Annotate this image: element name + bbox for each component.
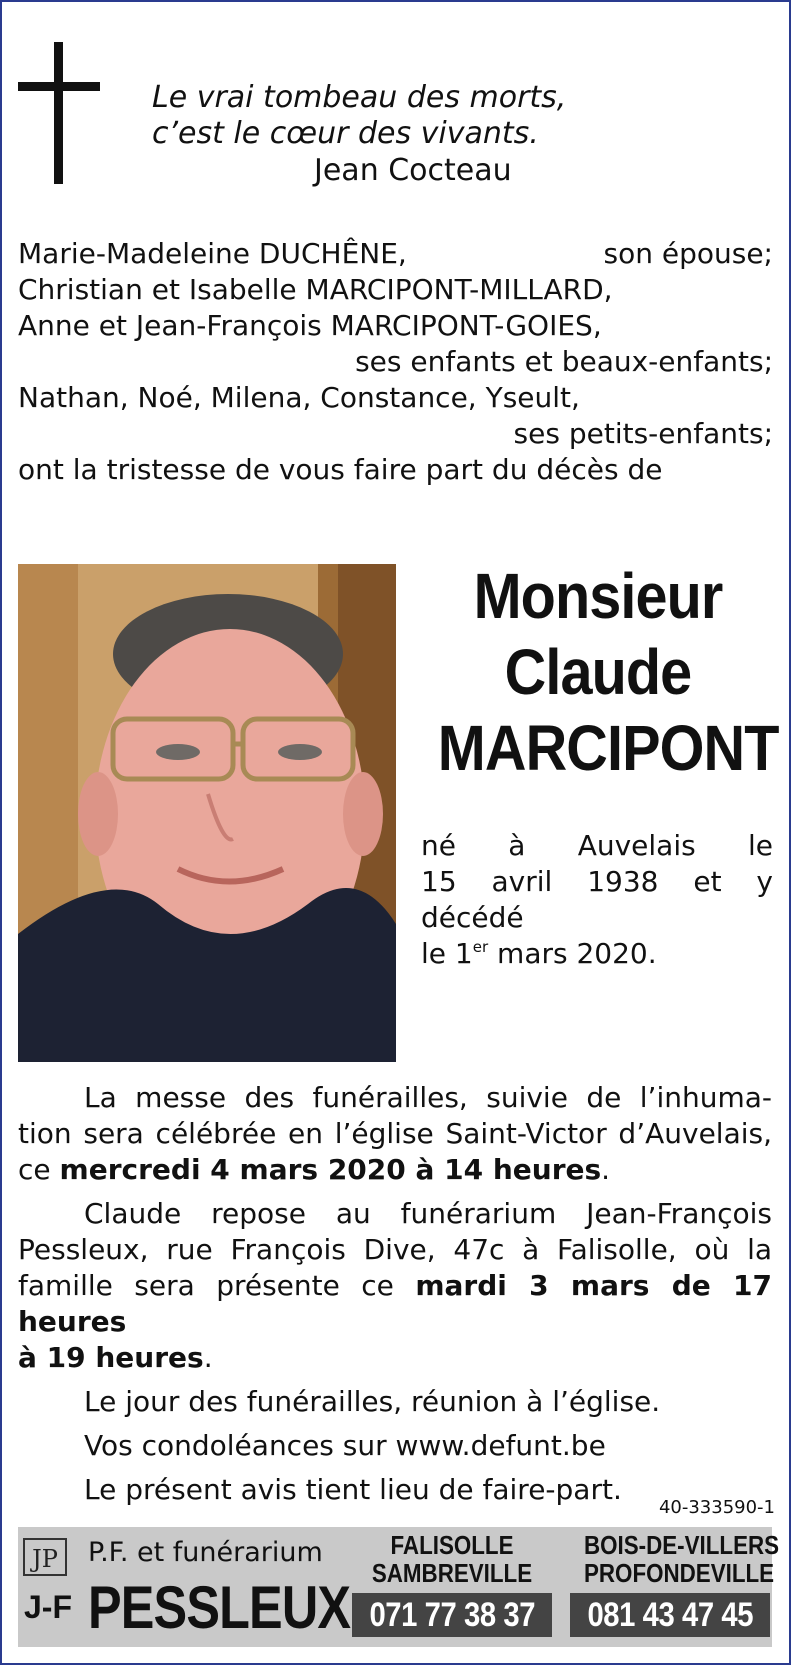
phone-bois-de-villers[interactable]: 081 43 47 45 [570,1593,770,1637]
deceased-first-name: Claude [504,636,692,708]
notice-line: Le présent avis tient lieu de faire-part. [84,1473,622,1506]
bois-de-villers-contact [570,1530,780,1637]
announcement: ont la tristesse de vous faire part du décès de [18,453,663,486]
born-line-2: 15 avril 1938 et y décédé [421,865,773,934]
funeral-home-name: PESSLEUX [88,1574,351,1641]
deceased-name [437,558,779,786]
born-line-1: né à Auvelais le [421,829,773,862]
deceased-title: Monsieur [473,560,723,632]
quote-line-1: Le vrai tombeau des morts, [152,80,567,115]
col2-line-1: BOIS-DE-VILLERS [584,1530,780,1560]
col2-line-2: PROFONDEVILLE [584,1558,775,1588]
quote-line-2: c’est le cœur des vivants. [152,116,539,151]
paragraph-funerarium: Claude repose au funérarium Jean-François Pessleux, rue François Dive, 47c à Falisolle, où la famille sera présente ce mardi 3 mars de 17 heures à 19 heures. [18,1197,772,1374]
grandchildren-names: Nathan, Noé, Milena, Constance, Yseult, [18,381,580,414]
quote-author: Jean Cocteau [314,153,512,188]
funeral-home-footer [18,1527,780,1647]
quote [152,80,566,152]
child-couple-2: Anne et Jean-François MARCIPONT-GOIES, [18,309,602,342]
spouse-name: Marie-Madeleine DUCHÊNE, [18,237,407,270]
birth-death-info [421,828,773,972]
funeral-home-subtitle: P.F. et funérarium [88,1537,323,1568]
phone-falisolle[interactable]: 071 77 38 37 [352,1593,552,1637]
reference-number: 40-333590-1 [658,1497,775,1518]
funeral-details [18,1080,772,1508]
deceased-last-name: MARCIPONT [437,712,779,784]
falisolle-contact [352,1531,552,1637]
funeral-home-logo [22,1537,68,1577]
funeral-home-initials: J-F [24,1589,72,1625]
col1-line-2: SAMBREVILLE [371,1558,533,1588]
born-line-3: le 1er mars 2020. [421,937,657,970]
children-role: ses enfants et beaux-enfants; [355,345,773,378]
col1-line-1: FALISOLLE [390,1530,514,1560]
family-list [18,236,773,488]
condolences-line: Vos condoléances sur www.defunt.be [84,1429,606,1462]
meeting-line: Le jour des funérailles, réunion à l’église. [84,1385,661,1418]
spouse-role: son épouse; [603,237,773,270]
child-couple-1: Christian et Isabelle MARCIPONT-MILLARD, [18,273,613,306]
svg-text:JP: JP [32,1545,58,1573]
portrait-photo [18,564,396,1062]
grandchildren-role: ses petits-enfants; [513,417,773,450]
paragraph-mass: La messe des funérailles, suivie de l’inhuma- tion sera célébrée en l’église Saint-Victor d’Auvelais, ce mercredi 4 mars 2020 à 14 heures. [18,1081,772,1186]
